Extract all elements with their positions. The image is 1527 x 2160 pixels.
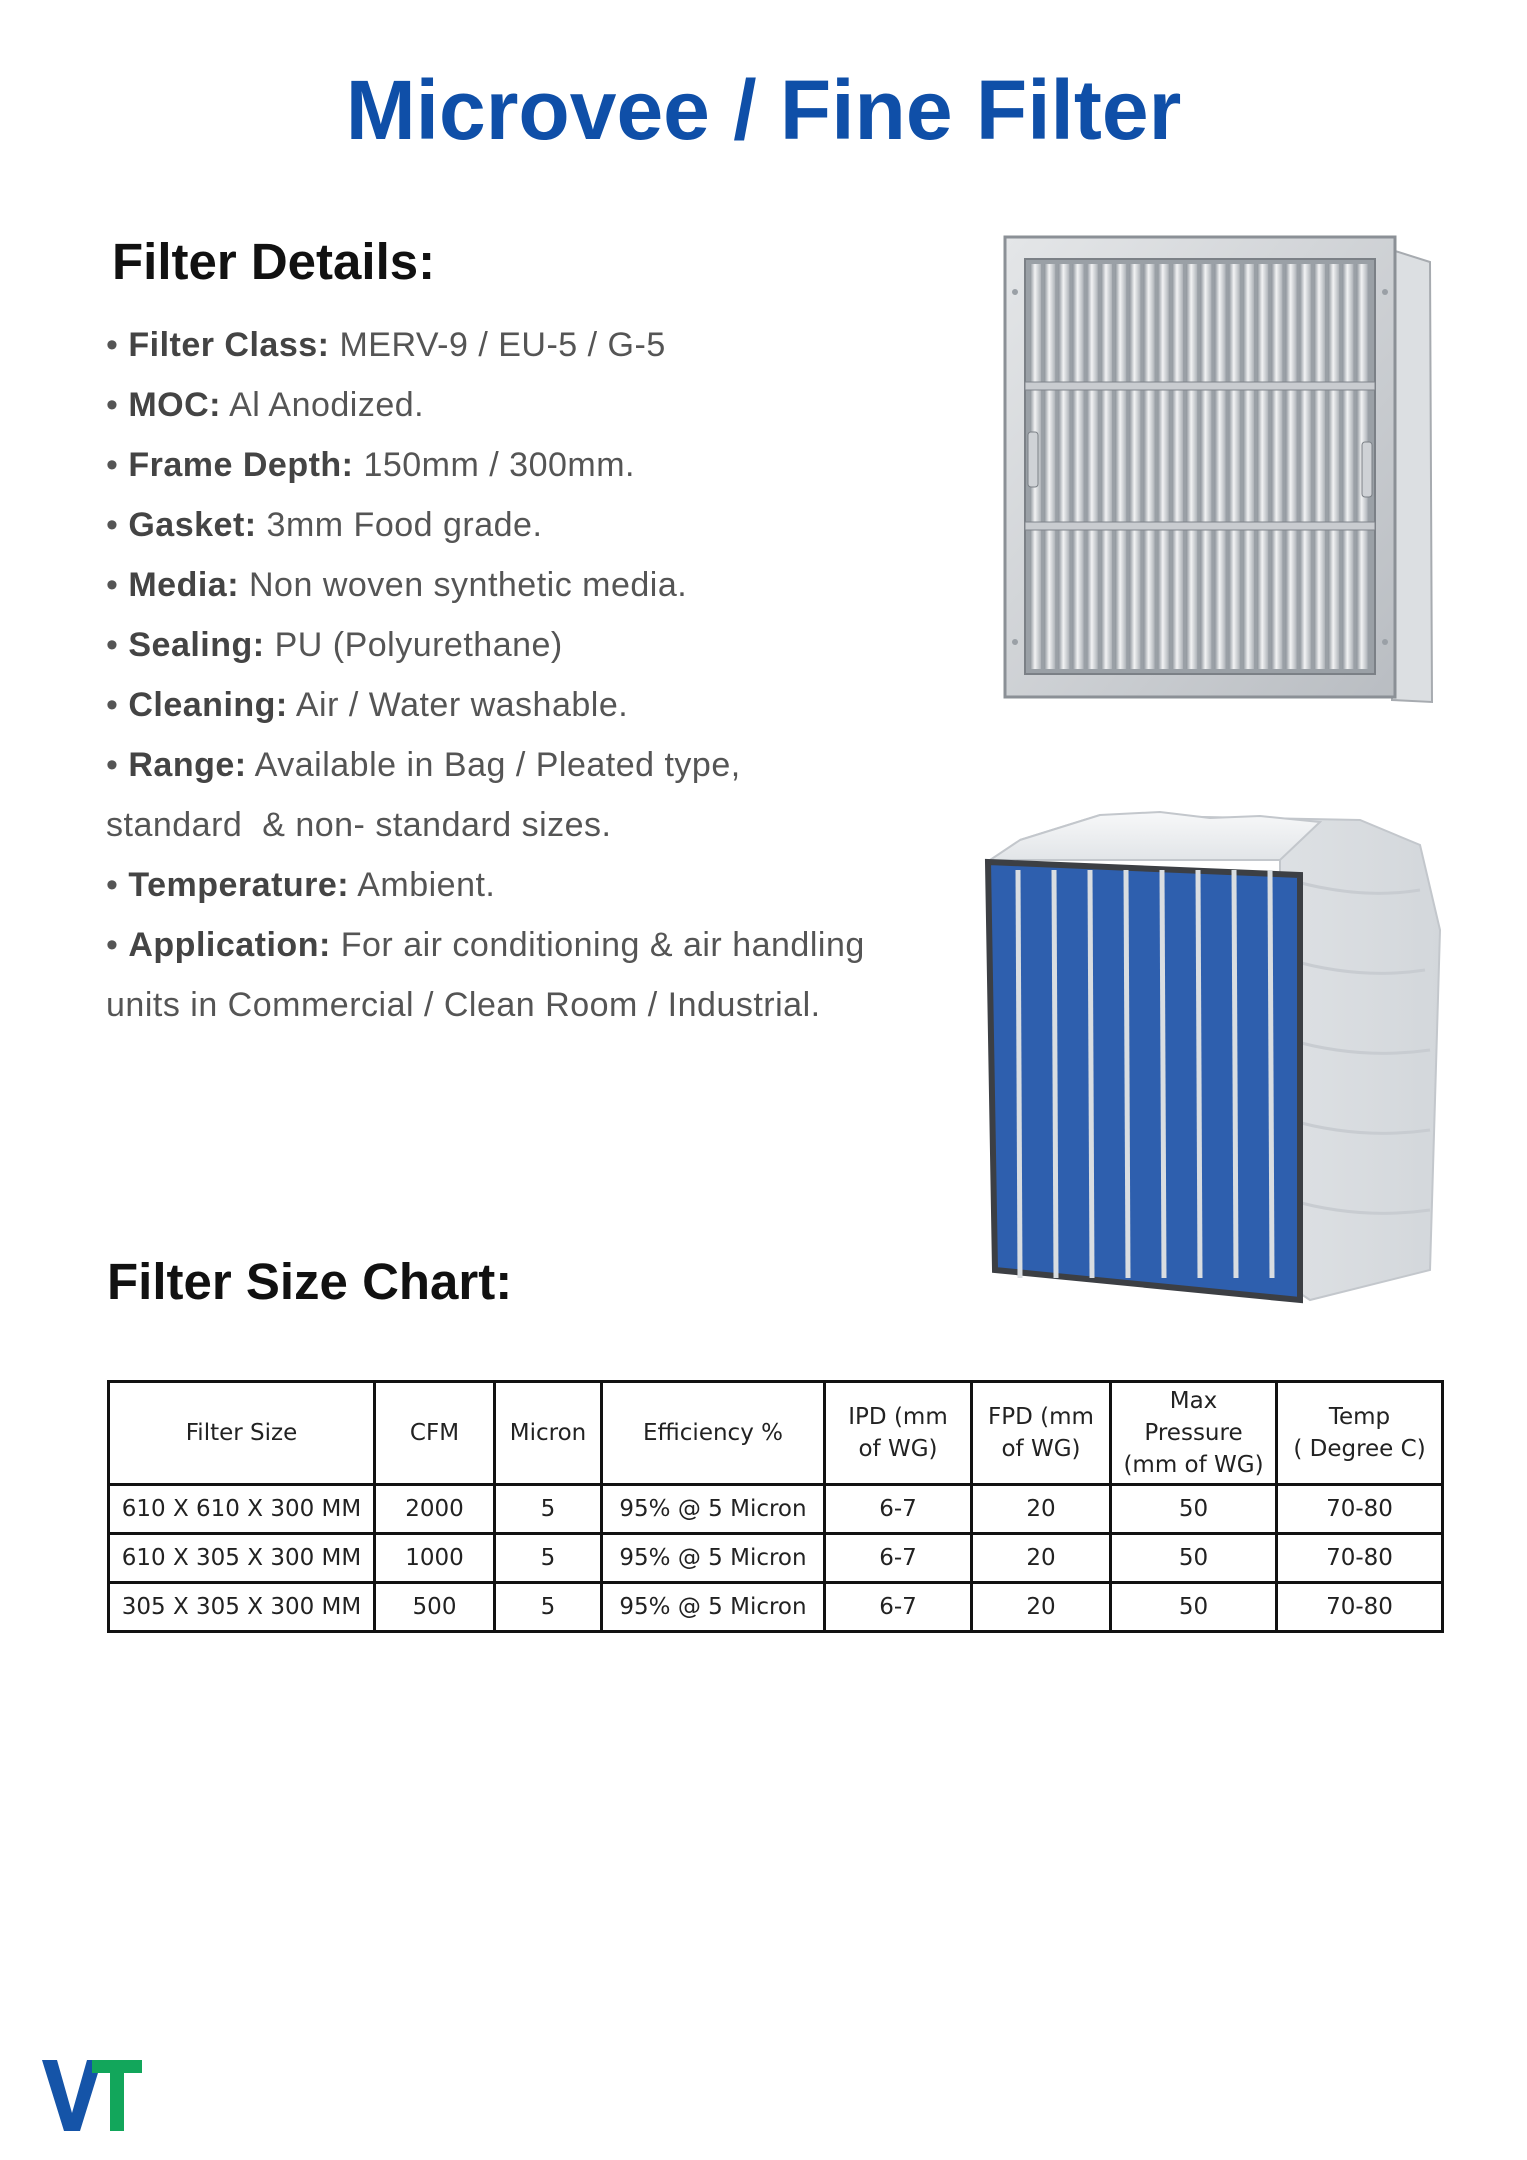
cell-max-pressure: 50: [1111, 1534, 1277, 1583]
header-micron: Micron: [495, 1382, 602, 1485]
pleat-stripe: [1271, 264, 1282, 669]
header-cfm: CFM: [375, 1382, 495, 1485]
cell-fpd: 20: [972, 1485, 1111, 1534]
table-row: [109, 1485, 1443, 1534]
cell-temp: 70-80: [1277, 1485, 1443, 1534]
page-title: Microvee / Fine Filter: [345, 63, 1182, 157]
bag-rib: [1234, 870, 1236, 1278]
filter-size-chart-heading: Filter Size Chart:: [107, 1253, 513, 1310]
cell-cfm: 2000: [375, 1485, 495, 1534]
detail-filter-class: • Filter Class: MERV-9 / EU-5 / G-5: [106, 326, 666, 364]
cell-efficiency: 95% @ 5 Micron: [602, 1485, 825, 1534]
bag-rib: [1198, 870, 1200, 1278]
pleat-stripe: [1328, 264, 1339, 669]
cell-temp: 70-80: [1277, 1583, 1443, 1632]
pleat-stripe: [1073, 264, 1084, 669]
table-row: [109, 1583, 1443, 1632]
table-header-row: [109, 1382, 1443, 1485]
cell-fpd: 20: [972, 1534, 1111, 1583]
cell-temp: 70-80: [1277, 1534, 1443, 1583]
cell-cfm: 500: [375, 1583, 495, 1632]
pleat-stripe: [1300, 264, 1311, 669]
detail-gasket: • Gasket: 3mm Food grade.: [106, 506, 543, 544]
pleat-stripe: [1257, 264, 1268, 669]
cell-fpd: 20: [972, 1583, 1111, 1632]
pleat-stripe: [1144, 264, 1155, 669]
cell-ipd: 6-7: [825, 1485, 972, 1534]
cell-efficiency: 95% @ 5 Micron: [602, 1583, 825, 1632]
detail-frame-depth: • Frame Depth: 150mm / 300mm.: [106, 446, 635, 484]
cell-ipd: 6-7: [825, 1583, 972, 1632]
cell-max-pressure: 50: [1111, 1583, 1277, 1632]
cell-cfm: 1000: [375, 1534, 495, 1583]
detail-media: • Media: Non woven synthetic media.: [106, 566, 688, 604]
cell-filter-size: 610 X 305 X 300 MM: [109, 1534, 375, 1583]
detail-moc: • MOC: Al Anodized.: [106, 386, 425, 424]
cell-micron: 5: [495, 1485, 602, 1534]
cell-ipd: 6-7: [825, 1534, 972, 1583]
pleat-stripe: [1087, 264, 1098, 669]
table-row: [109, 1534, 1443, 1583]
detail-temperature: • Temperature: Ambient.: [106, 866, 496, 904]
detail-cleaning: • Cleaning: Air / Water washable.: [106, 686, 629, 724]
cell-micron: 5: [495, 1534, 602, 1583]
cell-efficiency: 95% @ 5 Micron: [602, 1534, 825, 1583]
pleat-stripe: [1101, 264, 1112, 669]
bag-rib: [1126, 870, 1128, 1278]
cell-max-pressure: 50: [1111, 1485, 1277, 1534]
bag-rib: [1054, 870, 1056, 1278]
header-fpd: FPD (mm of WG): [972, 1382, 1111, 1485]
pleat-stripe: [1115, 264, 1126, 669]
filter-details-heading: Filter Details:: [112, 233, 436, 290]
pleat-stripe: [1314, 264, 1325, 669]
pleat-stripe: [1342, 264, 1353, 669]
pleat-stripe: [1215, 264, 1226, 669]
pleat-stripe: [1058, 264, 1069, 669]
header-filter-size: Filter Size: [109, 1382, 375, 1485]
bag-rib: [1090, 870, 1092, 1278]
detail-range: • Range: Available in Bag / Pleated type, standard & non- standard sizes.: [106, 746, 741, 844]
pleat-stripe: [1229, 264, 1240, 669]
filter-size-table: [107, 1380, 1444, 1633]
detail-application: • Application: For air conditioning & air handling units in Commercial / Clean Room / Industrial.: [106, 926, 865, 1024]
pleat-stripe: [1129, 264, 1140, 669]
detail-sealing: • Sealing: PU (Polyurethane): [106, 626, 563, 664]
header-efficiency: Efficiency %: [602, 1382, 825, 1485]
header-ipd: IPD (mm of WG): [825, 1382, 972, 1485]
pleated-panel-filter-image: [1000, 232, 1442, 724]
cell-micron: 5: [495, 1583, 602, 1632]
pleat-stripe: [1172, 264, 1183, 669]
bag-rib: [1018, 870, 1020, 1278]
pleat-stripe: [1200, 264, 1211, 669]
header-max-pressure: Max Pressure (mm of WG): [1111, 1382, 1277, 1485]
cell-filter-size: 305 X 305 X 300 MM: [109, 1583, 375, 1632]
pleat-stripe: [1186, 264, 1197, 669]
cell-filter-size: 610 X 610 X 300 MM: [109, 1485, 375, 1534]
filter-details-list: [106, 315, 946, 1035]
bag-filter-image: [980, 800, 1450, 1305]
pleat-stripe: [1243, 264, 1254, 669]
pleat-stripe: [1158, 264, 1169, 669]
bag-rib: [1270, 870, 1272, 1278]
pleat-stripe: [1044, 264, 1055, 669]
bag-rib: [1162, 870, 1164, 1278]
header-temp: Temp ( Degree C): [1277, 1382, 1443, 1485]
vt-logo: [42, 2058, 142, 2133]
pleat-stripe: [1286, 264, 1297, 669]
